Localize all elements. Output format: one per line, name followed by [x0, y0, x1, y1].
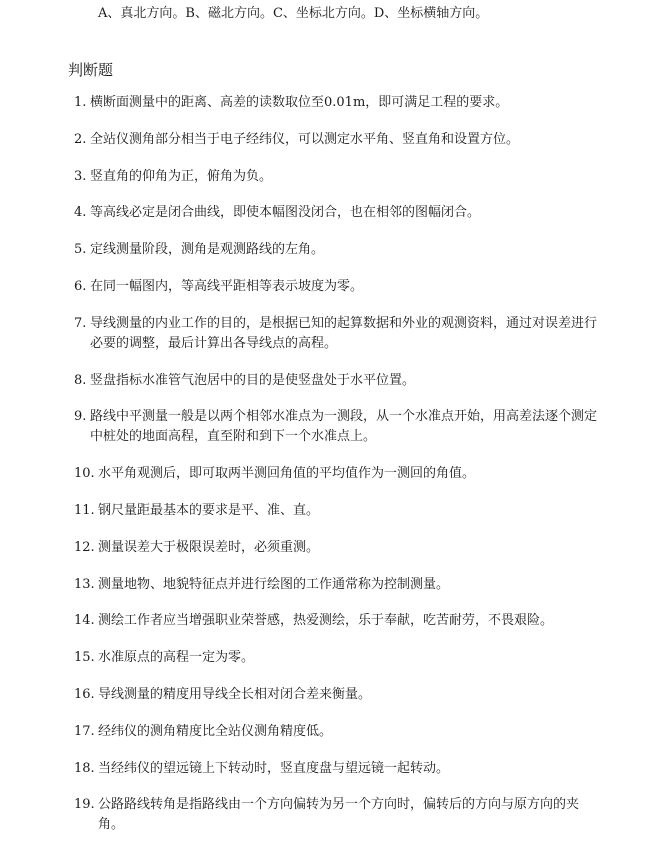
question-text: 公路路线转角是指路线由一个方向偏转为另一个方向时，偏转后的方向与原方向的夹角。 [98, 797, 580, 833]
question-number: 19. [74, 797, 95, 813]
question-item [72, 501, 602, 521]
question-item [72, 407, 602, 447]
question-item [72, 648, 602, 668]
question-text: 定线测量阶段，测角是观测路线的左角。 [90, 242, 325, 258]
section-title: 判断题 [68, 61, 114, 79]
question-number: 8. [74, 372, 87, 388]
question-number: 4. [74, 205, 87, 221]
question-number: 18. [74, 760, 95, 776]
question-number: 6. [74, 278, 87, 294]
question-text: 横断面测量中的距离、高差的读数取位至0.01m，即可满足工程的要求。 [90, 95, 509, 110]
question-item [72, 685, 602, 705]
question-item [72, 538, 602, 558]
question-number: 9. [74, 409, 87, 425]
question-number: 11. [74, 502, 95, 518]
question-text: 导线测量的内业工作的目的，是根据已知的起算数据和外业的观测资料，通过对误差进行必要的调整，最后计算出各导线点的高程。 [90, 315, 598, 351]
question-number: 15. [74, 650, 95, 666]
question-number: 5. [74, 242, 87, 258]
question-text: 水准原点的高程一定为零。 [98, 650, 255, 666]
question-text: 路线中平测量一般是以两个相邻水准点为一测段，从一个水准点开始，用高差法逐个测定中桩处的地面高程，直至附和到下一个水准点上。 [90, 409, 598, 445]
question-text: 在同一幅图内，等高线平距相等表示坡度为零。 [90, 278, 364, 294]
question-text: 钢尺量距最基本的要求是平、准、直。 [98, 502, 320, 518]
question-item [72, 759, 602, 779]
question-number: 17. [74, 723, 95, 739]
question-item [72, 93, 602, 113]
options-line: A、真北方向。B、磁北方向。C、坐标北方向。D、坐标横轴方向。 [98, 6, 489, 21]
question-text: 全站仪测角部分相当于电子经纬仪，可以测定水平角、竖直角和设置方位。 [90, 131, 520, 147]
question-item [72, 464, 602, 484]
question-text: 测量地物、地貌特征点并进行绘图的工作通常称为控制测量。 [98, 576, 450, 592]
question-item [72, 203, 602, 223]
question-text: 经纬仪的测角精度比全站仪测角精度低。 [98, 723, 333, 739]
question-item [72, 795, 602, 835]
question-text: 等高线必定是闭合曲线，即使本幅图没闭合，也在相邻的图幅闭合。 [90, 205, 481, 221]
question-item [72, 722, 602, 742]
question-text: 竖盘指标水准管气泡居中的目的是使竖盘处于水平位置。 [90, 372, 416, 388]
question-text: 测量误差大于极限误差时，必须重测。 [98, 539, 320, 555]
question-item [72, 130, 602, 150]
question-text: 竖直角的仰角为正，俯角为负。 [90, 168, 273, 184]
question-text: 水平角观测后，即可取两半测回角值的平均值作为一测回的角值。 [98, 466, 476, 482]
question-item [72, 167, 602, 187]
question-number: 16. [74, 686, 95, 702]
question-item [72, 611, 602, 631]
question-number: 1. [74, 95, 87, 110]
question-item [72, 240, 602, 260]
question-number: 2. [74, 131, 87, 147]
question-item [72, 575, 602, 595]
question-text: 导线测量的精度用导线全长相对闭合差来衡量。 [98, 686, 372, 702]
question-text: 当经纬仪的望远镜上下转动时，竖直度盘与望远镜一起转动。 [98, 760, 450, 776]
question-number: 3. [74, 168, 87, 184]
question-list [72, 93, 602, 852]
question-number: 7. [74, 315, 87, 331]
question-number: 14. [74, 613, 95, 629]
question-number: 13. [74, 576, 95, 592]
question-item [72, 371, 602, 391]
question-number: 12. [74, 539, 95, 555]
question-text: 测绘工作者应当增强职业荣誉感，热爱测绘，乐于奉献，吃苦耐劳，不畏艰险。 [98, 613, 554, 629]
question-item [72, 277, 602, 297]
question-item [72, 314, 602, 354]
question-number: 10. [74, 466, 95, 482]
